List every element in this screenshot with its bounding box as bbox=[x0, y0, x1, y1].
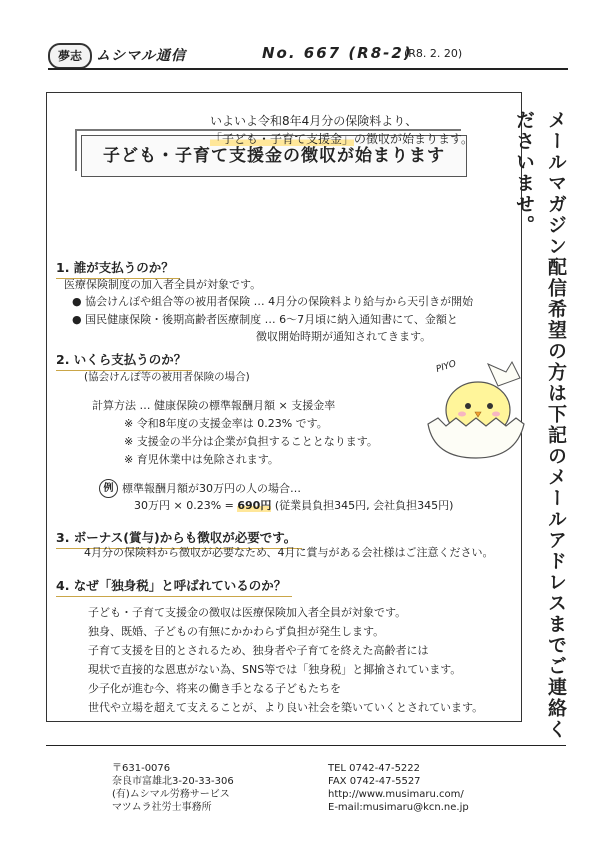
issue-date: (R8. 2. 20) bbox=[404, 47, 463, 60]
section-2-subnote: (協会けんぽ等の被用者保険の場合) bbox=[84, 371, 250, 383]
fax: FAX 0742-47-5527 bbox=[328, 776, 421, 787]
calc-result: 690円 bbox=[237, 499, 272, 512]
section-2-note: ※ 育児休業中は免除されます。 bbox=[124, 453, 279, 466]
article-title: 子ども・子育て支援金の徴収が始まります bbox=[81, 135, 467, 177]
website-link[interactable]: http://www.musimaru.com/ bbox=[328, 789, 464, 800]
footer-rule bbox=[46, 745, 566, 746]
section-4-heading: 4. なぜ「独身税」と呼ばれているのか？ bbox=[56, 578, 287, 593]
header-rule bbox=[48, 68, 568, 70]
issue-number: No. 667 (R8-2) bbox=[262, 44, 413, 62]
intro-line-2 bbox=[210, 130, 510, 148]
calc-suffix: (従業員負担345円, 会社負担345円) bbox=[271, 499, 454, 512]
newsletter-name: ムシマル通信 bbox=[96, 48, 186, 64]
section-4-line: 独身、既婚、子どもの有無にかかわらず負担が発生します。 bbox=[88, 625, 385, 638]
section-1-line: 医療保険制度の加入者全員が対象です。 bbox=[64, 278, 262, 291]
intro-paragraph bbox=[210, 112, 510, 148]
section-1-line: ● 国民健康保険・後期高齢者医療制度 … 6～7月頃に納入通知書にて、金額と bbox=[72, 313, 458, 326]
street-address: 奈良市富雄北3-20-33-306 bbox=[112, 776, 234, 787]
section-4-line: 少子化が進む今、将来の働き手となる子どもたちを bbox=[88, 682, 341, 695]
section-1-line: 徴収開始時期が通知されてきます。 bbox=[256, 330, 432, 343]
footer-contact-block bbox=[328, 762, 469, 814]
footer-address-block bbox=[112, 762, 234, 814]
mascot-label: PIYO bbox=[434, 359, 458, 375]
example-line: 標準報酬月額が30万円の人の場合… bbox=[122, 482, 301, 495]
mail-magazine-banner: メールマガジン配信希望の方は下記のメールアドレスまでご連絡くださいませ。 bbox=[513, 110, 567, 740]
section-4-line: 現状で直接的な恩恵がない為、SNS等では「独身税」と揶揄されています。 bbox=[88, 663, 462, 676]
section-2-note: ※ 令和8年度の支援金率は 0.23% です。 bbox=[124, 417, 328, 430]
intro-line-1: いよいよ令和8年4月分の保険料より、 bbox=[210, 114, 418, 128]
section-1-line: ● 協会けんぽや組合等の被用者保険 … 4月分の保険料より給与から天引きが開始 bbox=[72, 295, 474, 308]
telephone: TEL 0742-47-5222 bbox=[328, 763, 421, 774]
section-4-line: 子育て支援を目的とされるため、独身者や子育てを終えた高齢者には bbox=[88, 644, 429, 657]
example-badge: 例 bbox=[99, 479, 118, 498]
calculation-method: 計算方法 … 健康保険の標準報酬月額 × 支援金率 bbox=[92, 399, 336, 412]
intro-highlight: 「子ども・子育て支援金」 bbox=[210, 132, 355, 146]
logo-badge: 夢志 bbox=[48, 43, 92, 69]
office-name: マツムラ社労士事務所 bbox=[112, 802, 212, 813]
section-2-heading: 2. いくら支払うのか？ bbox=[56, 352, 187, 367]
section-3-heading: 3. ボーナス(賞与)からも徴収が必要です。 bbox=[56, 530, 297, 545]
example-calculation bbox=[134, 498, 453, 513]
calc-prefix: 30万円 × 0.23% = bbox=[134, 499, 238, 512]
section-4-line: 子ども・子育て支援金の徴収は医療保険加入者全員が対象です。 bbox=[88, 606, 407, 619]
postal-code: 〒631-0076 bbox=[112, 763, 171, 774]
chick-mascot-illustration bbox=[418, 360, 530, 460]
section-4-line: 世代や立場を超えて支えることが、より良い社会を築いていくとされています。 bbox=[88, 701, 484, 714]
section-3-line: 4月分の保険料から徴収が必要なため、4月に賞与がある会社様はご注意ください。 bbox=[84, 546, 494, 559]
intro-line-2-rest: の徴収が始まります。 bbox=[354, 132, 474, 146]
email-link[interactable]: E-mail:musimaru@kcn.ne.jp bbox=[328, 802, 469, 813]
section-1-heading: 1. 誰が支払うのか？ bbox=[56, 260, 174, 275]
section-2-note: ※ 支援金の半分は企業が負担することとなります。 bbox=[124, 435, 378, 448]
newsletter-header bbox=[48, 42, 568, 72]
company-name: (有)ムシマル労務サービス bbox=[112, 789, 230, 800]
